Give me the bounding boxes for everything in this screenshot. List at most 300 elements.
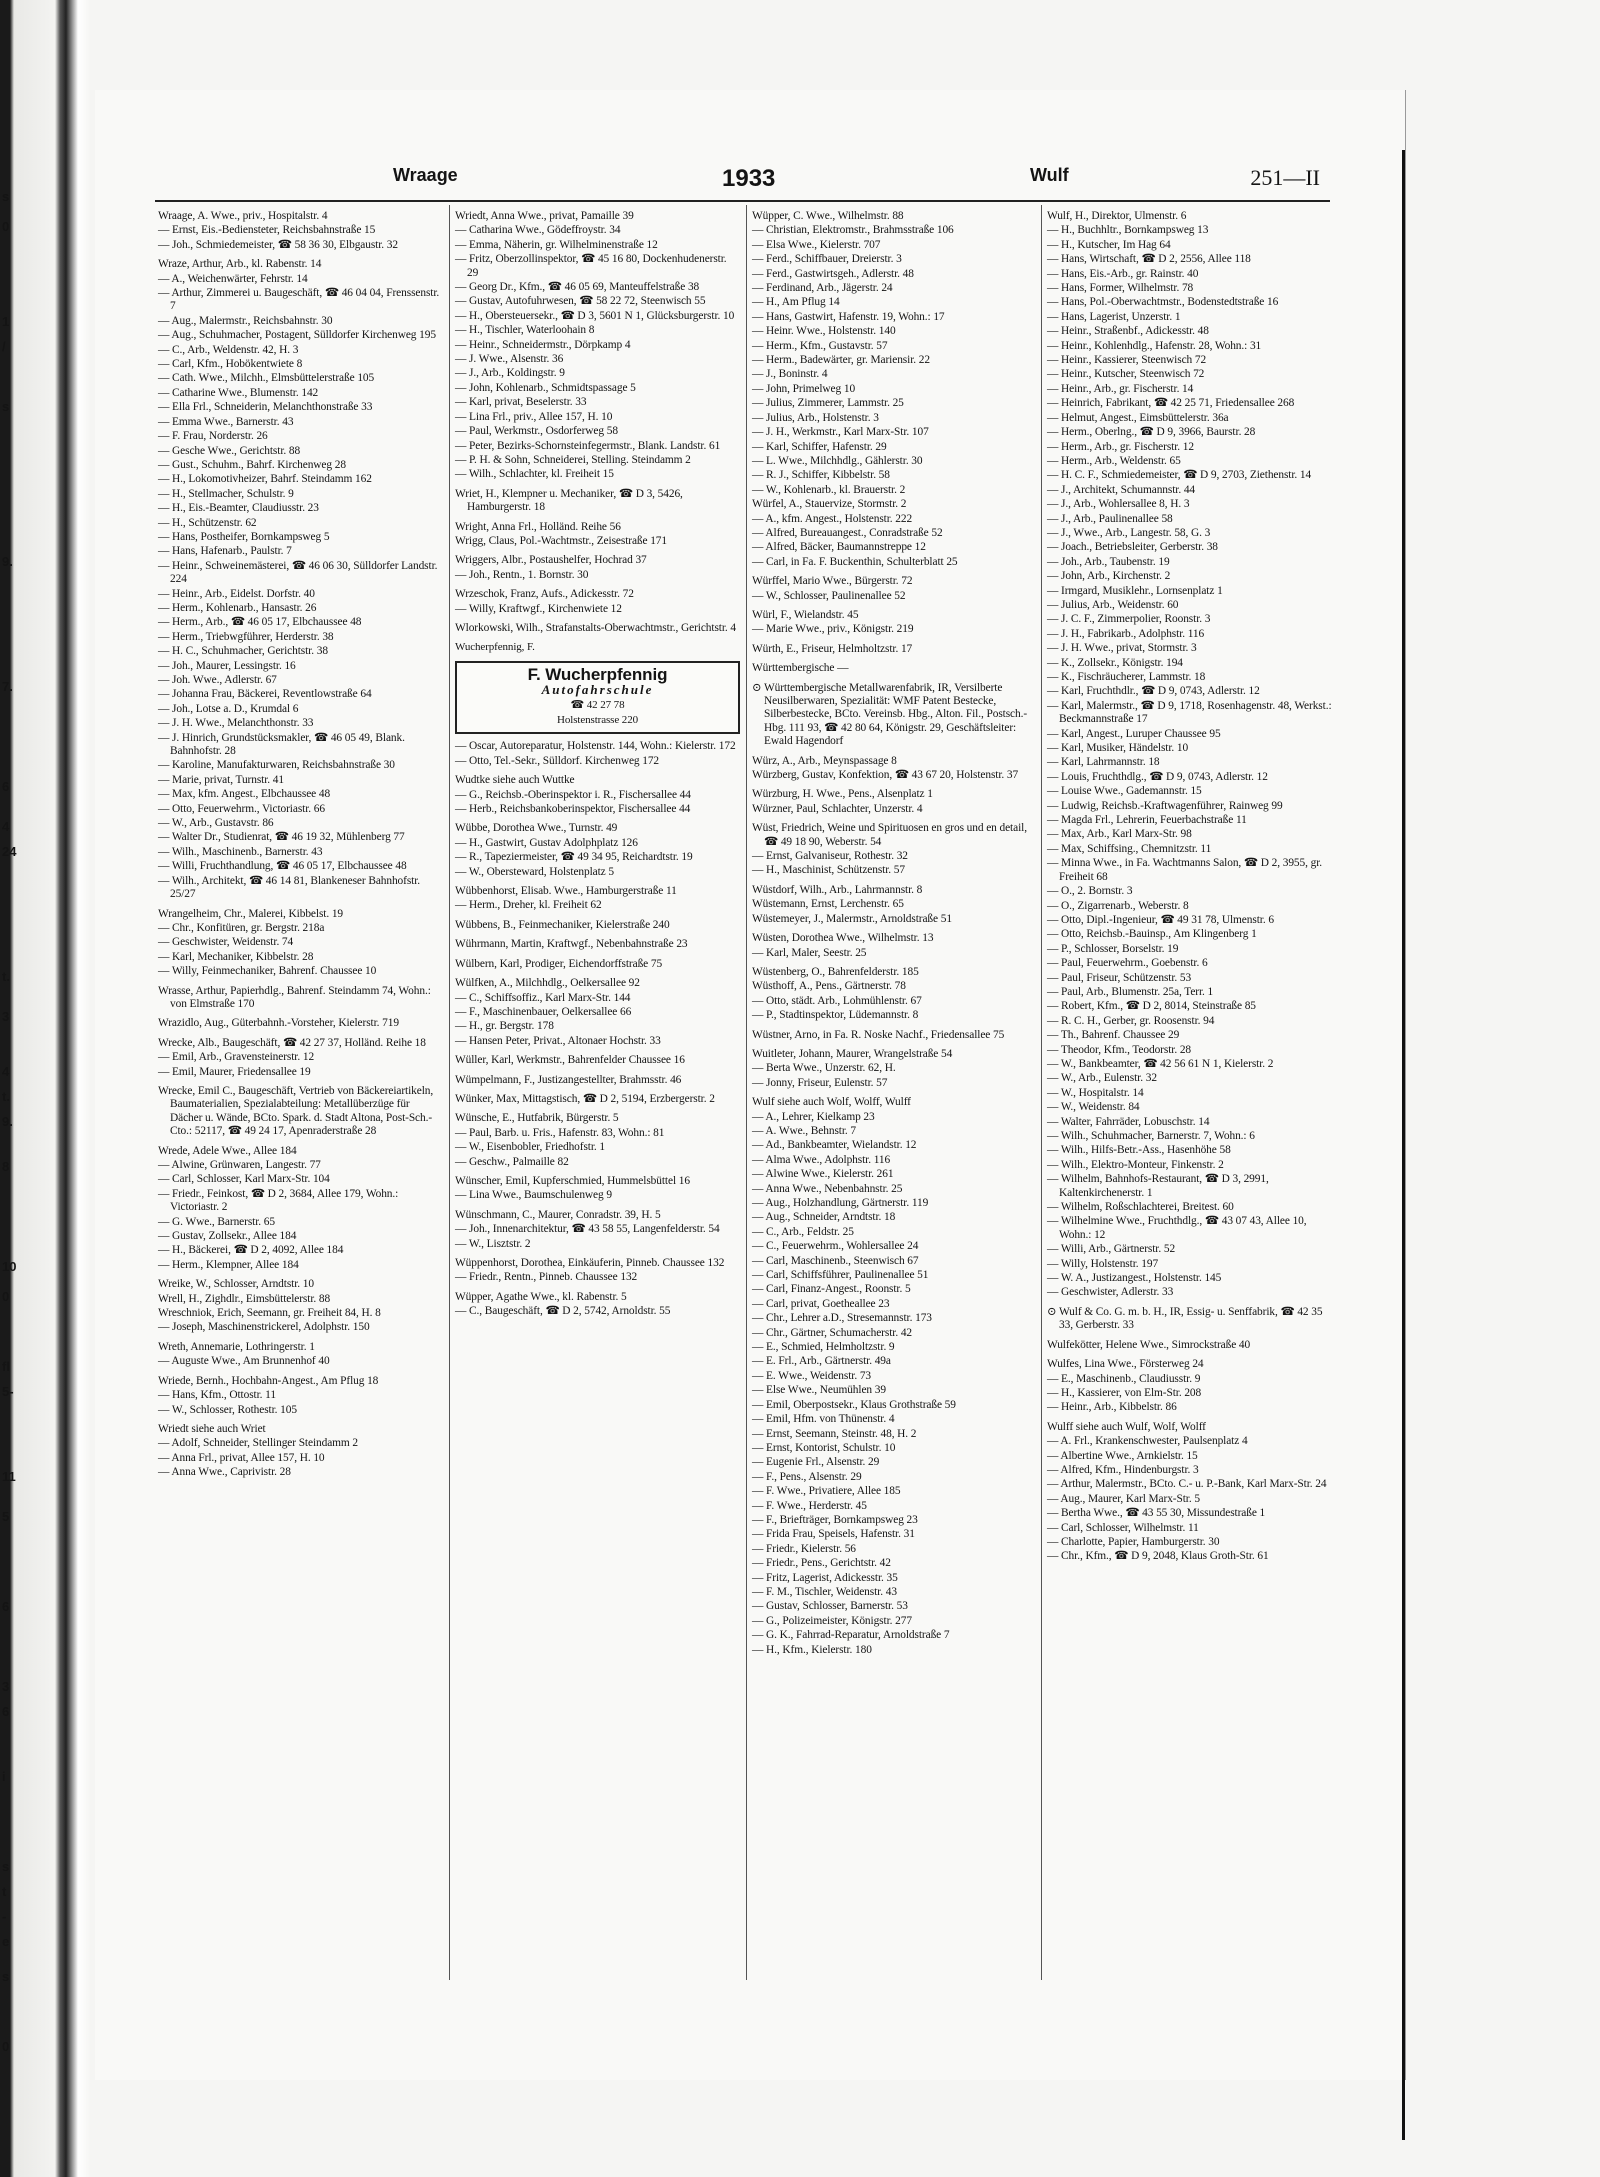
- margin-fragment: 3: [2, 1679, 10, 1694]
- directory-entry: — Chr., Lehrer a.D., Stresemannstr. 173: [752, 1312, 932, 1325]
- directory-entry: — H., Buchhltr., Bornkampsweg 13: [1047, 224, 1209, 237]
- directory-entry: Würl, F., Wielandstr. 45: [752, 608, 859, 621]
- ad-subtitle: Autofahrschule: [541, 682, 654, 698]
- directory-entry: — Heinr., Straßenbf., Adickesstr. 48: [1047, 325, 1209, 338]
- directory-entry: — Th., Bahrenf. Chaussee 29: [1047, 1029, 1180, 1042]
- directory-entry: — Wilh., Hilfs-Betr.-Ass., Hasenhöhe 58: [1047, 1144, 1231, 1157]
- directory-entry: — Herm., Kfm., Gustavstr. 57: [752, 339, 888, 352]
- directory-entry: — Karoline, Manufakturwaren, Reichsbahnstraße 30: [158, 759, 395, 772]
- margin-fragment: 10: [2, 1259, 17, 1274]
- directory-entry: Wriedt, Anna Wwe., privat, Pamaille 39: [455, 210, 634, 222]
- column-1: [158, 210, 443, 1481]
- directory-entry: — Jonny, Friseur, Eulenstr. 57: [752, 1076, 888, 1089]
- directory-entry: — Julius, Arb., Holstenstr. 3: [752, 411, 879, 424]
- directory-entry: — Fritz, Lagerist, Adickesstr. 35: [752, 1571, 898, 1584]
- directory-entry: — Otto, Feuerwehrm., Victoriastr. 66: [158, 802, 325, 815]
- directory-entry: — Aug., Holzhandlung, Gärtnerstr. 119: [752, 1197, 929, 1209]
- directory-entry: — Heinr., Arb., Eidelst. Dorfstr. 40: [158, 587, 315, 600]
- directory-entry: — Herm., Kohlenarb., Hansastr. 26: [158, 601, 317, 614]
- directory-entry: — H., Bäckerei, ☎ D 2, 4092, Allee 184: [158, 1244, 344, 1257]
- directory-entry: Wüstdorf, Wilh., Arb., Lahrmannstr. 8: [752, 883, 923, 896]
- directory-entry: Wudtke siehe auch Wuttke: [455, 774, 575, 787]
- directory-entry: Wreschniok, Erich, Seemann, gr. Freiheit 84, H. 8: [158, 1307, 381, 1320]
- directory-entry: — Gustav, Zollsekr., Allee 184: [158, 1230, 297, 1243]
- directory-entry: — Christian, Elektromstr., Brahmsstraße 106: [752, 224, 954, 237]
- directory-entry: — Emma, Näherin, gr. Wilhelminenstraße 12: [455, 238, 658, 251]
- directory-entry: Würfel, A., Stauervize, Stormstr. 2: [752, 498, 907, 511]
- directory-entry: — Elsa Wwe., Kielerstr. 707: [752, 238, 881, 251]
- directory-entry: — Geschwister, Adlerstr. 33: [1047, 1286, 1174, 1299]
- directory-entry: — Friedr., Kielerstr. 56: [752, 1542, 856, 1555]
- directory-entry: — Carl, Schlosser, Karl Marx-Str. 104: [158, 1173, 330, 1186]
- directory-entry: — Frida Frau, Speisels, Hafenstr. 31: [752, 1528, 915, 1541]
- ad-phone: ☎ 42 27 78: [570, 698, 625, 711]
- directory-entry: — Gustav, Autofuhrwesen, ☎ 58 22 72, Steenwisch 55: [455, 295, 706, 308]
- directory-entry: — Marie Wwe., priv., Königstr. 219: [752, 623, 914, 636]
- directory-entry: — H., Lokomotivheizer, Bahrf. Steindamm 162: [158, 473, 372, 486]
- directory-entry: — Bertha Wwe., ☎ 43 55 30, Missundestraße 1: [1047, 1507, 1266, 1520]
- directory-entry: Wünschmann, C., Maurer, Conradstr. 39, H. 5: [455, 1208, 661, 1221]
- margin-fragment: 9.: [2, 554, 13, 569]
- directory-entry: — Emil, Arb., Gravensteinerstr. 12: [158, 1051, 315, 1064]
- directory-entry: Wrell, H., Zighdlr., Eimsbüttelerstr. 88: [158, 1292, 331, 1305]
- directory-entry: — J., Wwe., Arb., Langestr. 58, G. 3: [1047, 526, 1211, 539]
- directory-entry: — Charlotte, Papier, Hamburgerstr. 30: [1047, 1535, 1220, 1548]
- directory-entry: — H., gr. Bergstr. 178: [455, 1020, 554, 1033]
- directory-entry: — Robert, Kfm., ☎ D 2, 8014, Steinstraße 85: [1047, 1000, 1256, 1013]
- directory-entry: — Arthur, Malermstr., BCto. C.- u. P.-Bank, Karl Marx-Str. 24: [1047, 1478, 1327, 1491]
- directory-entry: — W., Obersteward, Holstenplatz 5: [455, 865, 614, 878]
- directory-entry: — W. A., Justizangest., Holstenstr. 145: [1047, 1272, 1222, 1285]
- directory-entry: — Gesche Wwe., Gerichtstr. 88: [158, 444, 301, 457]
- directory-entry: Wrecke, Alb., Baugeschäft, ☎ 42 27 37, Holländ. Reihe 18: [158, 1036, 426, 1049]
- directory-entry: Wrangelheim, Chr., Malerei, Kibbelst. 19: [158, 907, 344, 920]
- directory-entry: — Karl, Schiffer, Hafenstr. 29: [752, 440, 887, 453]
- directory-entry: — Emil, Hfm. von Thünenstr. 4: [752, 1413, 895, 1426]
- directory-entry: — R. J., Schiffer, Kibbelstr. 58: [752, 469, 890, 482]
- directory-entry: — Alfred, Bäcker, Baumannstreppe 12: [752, 541, 926, 554]
- directory-entry: — Carl, Schiffsführer, Paulinenallee 51: [752, 1269, 929, 1282]
- directory-entry: Wübbe, Dorothea Wwe., Turnstr. 49: [455, 822, 618, 835]
- directory-entry: Wüstner, Arno, in Fa. R. Noske Nachf., Friedensallee 75: [752, 1028, 1005, 1041]
- directory-entry: — C., Feuerwehrm., Wohlersallee 24: [752, 1240, 919, 1253]
- directory-entry: — W., Kohlenarb., kl. Brauerstr. 2: [752, 483, 906, 496]
- directory-entry: — Julius, Arb., Weidenstr. 60: [1047, 598, 1179, 611]
- directory-entry: — John, Arb., Kirchenstr. 2: [1047, 570, 1171, 583]
- margin-fragment: 6: [2, 779, 10, 794]
- directory-entry: — Aug., Malermstr., Reichsbahnstr. 30: [158, 314, 333, 327]
- directory-entry: Württembergische —: [752, 662, 849, 675]
- directory-entry: Wrigg, Claus, Pol.-Wachtmstr., Zeisestraße 171: [455, 534, 667, 547]
- directory-entry: — O., 2. Bornstr. 3: [1047, 885, 1133, 898]
- directory-entry: — Karl, Fruchthdlr., ☎ D 9, 0743, Adlerstr. 12: [1047, 685, 1260, 698]
- directory-entry: — H., Kutscher, Im Hag 64: [1047, 238, 1171, 251]
- directory-entry: — H. C. F., Schmiedemeister, ☎ D 9, 2703, Ziethenstr. 14: [1047, 469, 1312, 482]
- directory-entry: — Max, kfm. Angest., Elbchaussee 48: [158, 788, 331, 801]
- directory-entry: — Alma Wwe., Adolphstr. 116: [752, 1153, 891, 1166]
- directory-entry: — Chr., Gärtner, Schumacherstr. 42: [752, 1326, 913, 1339]
- ad-label: Wucherpfennig, F.: [455, 641, 535, 654]
- directory-entry: — W., Hospitalstr. 14: [1047, 1086, 1144, 1099]
- directory-entry: — Geschw., Palmaille 82: [455, 1155, 569, 1168]
- scan-edge: [1402, 150, 1405, 2140]
- directory-entry: — J. Hinrich, Grundstücksmakler, ☎ 46 05 49, Blank. Bahnhofstr. 28: [158, 731, 405, 758]
- margin-fragment: 0: [2, 2039, 10, 2054]
- directory-entry: — E. Frl., Arb., Gärtnerstr. 49a: [752, 1355, 891, 1368]
- directory-entry: — J. H. Wwe., privat, Stormstr. 3: [1047, 642, 1197, 655]
- directory-entry: — Hans, Eis.-Arb., gr. Rainstr. 40: [1047, 267, 1199, 280]
- directory-entry: — Ella Frl., Schneiderin, Melanchthonstraße 33: [158, 401, 373, 414]
- directory-entry: Wrasse, Arthur, Papierhdlg., Bahrenf. Steindamm 74, Wohn.: von Elmstraße 170: [158, 984, 431, 1010]
- directory-entry: — Max, Schiffsing., Chemnitzstr. 11: [1047, 842, 1212, 855]
- margin-fragment: 5-: [2, 1384, 14, 1399]
- directory-entry: — C., Baugeschäft, ☎ D 2, 5742, Arnoldstr. 55: [455, 1305, 671, 1318]
- column-4: [1047, 210, 1332, 1565]
- margin-fragment: s: [2, 399, 10, 414]
- directory-entry: — Emil, Maurer, Friedensallee 19: [158, 1065, 311, 1078]
- driving-school-advertisement: [455, 661, 740, 735]
- directory-entry: Wünker, Max, Mittagstisch, ☎ D 2, 5194, Erzbergerstr. 2: [455, 1092, 715, 1105]
- directory-entry: — Herm., Triebwgführer, Herderstr. 38: [158, 630, 334, 643]
- directory-entry: Wrede, Adele Wwe., Allee 184: [158, 1144, 297, 1157]
- directory-entry: — Aug., Schneider, Arndtstr. 18: [752, 1211, 896, 1224]
- directory-entry: — Carl, in Fa. F. Buckenthin, Schulterblatt 25: [752, 555, 958, 568]
- directory-entry: — Auguste Wwe., Am Brunnenhof 40: [158, 1355, 330, 1368]
- directory-entry: Wünscher, Emil, Kupferschmied, Hummelsbüttel 16: [455, 1174, 690, 1187]
- directory-entry: — Otto, städt. Arb., Lohmühlenstr. 67: [752, 994, 922, 1007]
- directory-entry: — Peter, Bezirks-Schornsteinfegermstr., Blank. Landstr. 61: [455, 439, 721, 452]
- directory-entry: — Gust., Schuhm., Bahrf. Kirchenweg 28: [158, 458, 346, 471]
- ad-address: Holstenstrasse 220: [557, 714, 638, 726]
- directory-entry: — Geschwister, Weidenstr. 74: [158, 936, 294, 949]
- directory-entry: — F., Pens., Alsenstr. 29: [752, 1470, 862, 1483]
- directory-entry: — Emil, Oberpostsekr., Klaus Grothstraße 59: [752, 1398, 956, 1411]
- directory-entry: Würzner, Paul, Schlachter, Unzerstr. 4: [752, 802, 923, 815]
- running-header: [150, 165, 1320, 195]
- directory-entry: — Irmgard, Musiklehr., Lornsenplatz 1: [1047, 584, 1223, 597]
- directory-entry: — Hans, Lagerist, Unzerstr. 1: [1047, 310, 1181, 323]
- directory-entry: — H., Schützenstr. 62: [158, 516, 257, 529]
- directory-entry: — Carl, privat, Goetheallee 23: [752, 1297, 890, 1310]
- directory-entry: — Paul, Friseur, Schützenstr. 53: [1047, 971, 1192, 984]
- directory-entry: Wrazidlo, Aug., Güterbahnh.-Vorsteher, Kielerstr. 719: [158, 1017, 399, 1030]
- directory-entry: — Willi, Fruchthandlung, ☎ 46 05 17, Elbchaussee 48: [158, 860, 407, 873]
- directory-entry: — Herm., Arb., ☎ 46 05 17, Elbchaussee 48: [158, 616, 362, 629]
- directory-entry: Wraage, A. Wwe., priv., Hospitalstr. 4: [158, 210, 328, 222]
- directory-entry: — W., Bankbeamter, ☎ 42 56 61 N 1, Kielerstr. 2: [1047, 1057, 1274, 1070]
- directory-entry: Wriggers, Albr., Postaushelfer, Hochrad 37: [455, 554, 647, 567]
- directory-entry: Wüsthoff, A., Pens., Gärtnerstr. 78: [752, 980, 906, 993]
- directory-entry: Wulfes, Lina Wwe., Försterweg 24: [1047, 1358, 1204, 1371]
- directory-entry: — Alwine, Grünwaren, Langestr. 77: [158, 1159, 321, 1171]
- directory-entry: — W., Lisztstr. 2: [455, 1237, 531, 1250]
- directory-entry: — Heinr., Kohlenhdlg., Hafenstr. 28, Wohn.: 31: [1047, 339, 1262, 352]
- directory-entry: — Karl, Musiker, Händelstr. 10: [1047, 742, 1189, 755]
- column-divider: [1041, 205, 1042, 1980]
- header-first-entry: Wraage: [393, 165, 458, 185]
- header-rule: [155, 200, 1330, 202]
- margin-fragment: 9.: [2, 1114, 13, 1129]
- directory-entry: — Joh., Lotse a. D., Krumdal 6: [158, 702, 299, 715]
- directory-entry: — Heinrich, Fabrikant, ☎ 42 25 71, Friedensallee 268: [1047, 397, 1295, 410]
- directory-entry: Wübbenhorst, Elisab. Wwe., Hamburgerstraße 11: [455, 885, 677, 898]
- margin-fragment: 0: [2, 1289, 10, 1304]
- directory-entry: — Eugenie Frl., Alsenstr. 29: [752, 1456, 880, 1469]
- directory-entry: — Otto, Dipl.-Ingenieur, ☎ 49 31 78, Ulmenstr. 6: [1047, 913, 1274, 926]
- directory-entry: — Willy, Kraftwgf., Kirchenwiete 12: [455, 602, 622, 615]
- directory-entry: — Ludwig, Reichsb.-Kraftwagenführer, Rainweg 99: [1047, 799, 1283, 812]
- directory-entry: — W., Schlosser, Paulinenallee 52: [752, 589, 906, 602]
- directory-entry: — Ferd., Gastwirtsgeh., Adlerstr. 48: [752, 267, 914, 280]
- directory-entry: — G. K., Fahrrad-Reparatur, Arnoldstraße 7: [752, 1629, 950, 1642]
- directory-entry: — H., Obersteuersekr., ☎ D 3, 5601 N 1, Glücksburgerstr. 10: [455, 309, 735, 322]
- directory-entry: — J., Arb., Wohlersallee 8, H. 3: [1047, 498, 1190, 511]
- margin-fragment: t.: [2, 969, 10, 984]
- directory-entry: Wührmann, Martin, Kraftwgf., Nebenbahnstraße 23: [455, 938, 688, 951]
- directory-entry: — Ernst, Eis.-Bediensteter, Reichsbahnstraße 15: [158, 224, 376, 237]
- directory-entry: — H., Stellmacher, Schulstr. 9: [158, 487, 294, 500]
- directory-entry: — F., Briefträger, Bornkampsweg 23: [752, 1513, 918, 1526]
- directory-entry: — Johanna Frau, Bäckerei, Reventlowstraße 64: [158, 688, 372, 701]
- directory-entry: — Carl, Maschinenb., Steenwisch 67: [752, 1254, 919, 1267]
- margin-fragment: 4: [2, 1064, 10, 1079]
- directory-entry: — A. Frl., Krankenschwester, Paulsenplatz 4: [1047, 1435, 1248, 1448]
- directory-entry: Wrzeschok, Franz, Aufs., Adickesstr. 72: [455, 588, 634, 601]
- directory-entry: Wüst, Friedrich, Weine und Spirituosen en gros und en detail, ☎ 49 18 90, Weberstr. 54: [752, 822, 1027, 848]
- page-number: 251—II: [1250, 165, 1320, 190]
- directory-entry: — Oscar, Autoreparatur, Holstenstr. 144, Wohn.: Kielerstr. 172: [455, 740, 736, 753]
- directory-entry: — Joh., Innenarchitektur, ☎ 43 58 55, Langenfelderstr. 54: [455, 1223, 720, 1236]
- directory-entry: — H., Tischler, Waterloohain 8: [455, 324, 595, 337]
- directory-entry: — J., Boninstr. 4: [752, 368, 828, 381]
- directory-entry: Würffel, Mario Wwe., Bürgerstr. 72: [752, 575, 913, 588]
- directory-entry: — Otto, Tel.-Sekr., Sülldorf. Kirchenweg 172: [455, 754, 660, 767]
- directory-entry: — A., Lehrer, Kielkamp 23: [752, 1110, 875, 1123]
- directory-entry: ⊙ Wulf & Co. G. m. b. H., IR, Essig- u. Senffabrik, ☎ 42 35 33, Gerberstr. 33: [1047, 1305, 1323, 1332]
- margin-fragment: 24: [2, 844, 17, 859]
- directory-entry: Wüstemann, Ernst, Lerchenstr. 65: [752, 898, 904, 911]
- directory-entry: — Heinr., Kassierer, Steenwisch 72: [1047, 354, 1207, 367]
- directory-entry: — J. H., Werkmstr., Karl Marx-Str. 107: [752, 426, 929, 439]
- directory-entry: — H. C., Schuhmacher, Gerichtstr. 38: [158, 645, 328, 658]
- directory-entry: — Willy, Feinmechaniker, Bahrenf. Chaussee 10: [158, 965, 377, 978]
- directory-entry: — Georg Dr., Kfm., ☎ 46 05 69, Manteuffelstraße 38: [455, 281, 700, 294]
- directory-entry: — Fritz, Oberzollinspektor, ☎ 45 16 80, Dockenhudenerstr. 29: [455, 253, 727, 279]
- directory-entry: — Hans, Former, Wilhelmstr. 78: [1047, 282, 1194, 295]
- directory-entry: — C., Schiffsoffiz., Karl Marx-Str. 144: [455, 991, 631, 1004]
- directory-entry: — Friedr., Rentn., Pinneb. Chaussee 132: [455, 1271, 638, 1284]
- directory-entry: Wulfekötter, Helene Wwe., Simrockstraße 40: [1047, 1338, 1251, 1351]
- directory-entry: — Wilh., Schlachter, kl. Freiheit 15: [455, 468, 614, 481]
- directory-entry: — Ad., Bankbeamter, Wielandstr. 12: [752, 1139, 917, 1152]
- directory-entry: Wüller, Karl, Werkmstr., Bahrenfelder Chaussee 16: [455, 1054, 685, 1067]
- directory-entry: — Hans, Postheifer, Bornkampsweg 5: [158, 530, 330, 543]
- directory-entry: — Chr., Kfm., ☎ D 9, 2048, Klaus Groth-Str. 61: [1047, 1550, 1269, 1563]
- directory-entry: — G., Polizeimeister, Königstr. 277: [752, 1614, 912, 1627]
- directory-entry: — Theodor, Kfm., Teodorstr. 28: [1047, 1043, 1192, 1056]
- directory-entry: Wümpelmann, F., Justizangestellter, Brahmsstr. 46: [455, 1073, 682, 1086]
- directory-entry: — Cath. Wwe., Milchh., Elmsbüttelerstraße 105: [158, 372, 375, 385]
- directory-entry: — John, Kohlenarb., Schmidtspassage 5: [455, 381, 636, 394]
- directory-entry: — Herm., Badewärter, gr. Mariensir. 22: [752, 354, 930, 367]
- directory-entry: — Herm., Klempner, Allee 184: [158, 1258, 299, 1271]
- directory-entry: — W., Arb., Gustavstr. 86: [158, 817, 274, 830]
- directory-entry: — Wilhelm, Roßschlachterei, Breitest. 60: [1047, 1201, 1234, 1214]
- directory-entry: — O., Zigarrenarb., Weberstr. 8: [1047, 899, 1189, 912]
- directory-entry: — Walter, Fahrräder, Lobuschstr. 14: [1047, 1115, 1210, 1128]
- directory-entry: — Herm., Oberlng., ☎ D 9, 3966, Baurstr. 28: [1047, 426, 1256, 439]
- directory-entry: — J., Arb., Koldingstr. 9: [455, 367, 565, 380]
- directory-entry: — J. H. Wwe., Melanchthonstr. 33: [158, 717, 314, 730]
- directory-entry: Wüppenhorst, Dorothea, Einkäuferin, Pinneb. Chaussee 132: [455, 1257, 725, 1269]
- column-2: [455, 210, 740, 1320]
- directory-entry: — Karl, Lahrmannstr. 18: [1047, 756, 1160, 769]
- directory-entry: — Wilhelm, Bahnhofs-Restaurant, ☎ D 3, 2991, Kaltenkirchenerstr. 1: [1047, 1173, 1269, 1199]
- directory-entry: — Joach., Betriebsleiter, Gerberstr. 38: [1047, 541, 1218, 554]
- binding-shadow: [0, 0, 90, 2177]
- directory-entry: — W., Weidenstr. 84: [1047, 1101, 1140, 1114]
- directory-entry: Wüpper, C. Wwe., Wilhelmstr. 88: [752, 210, 904, 222]
- directory-entry: — C., Arb., Feldstr. 25: [752, 1225, 854, 1238]
- directory-entry: — Hans, Wirtschaft, ☎ D 2, 2556, Allee 118: [1047, 253, 1251, 266]
- directory-entry: — Alfred, Kfm., Hindenburgstr. 3: [1047, 1463, 1199, 1476]
- directory-entry: — H., Kfm., Kielerstr. 180: [752, 1643, 872, 1656]
- directory-entry: — H., Maschinist, Schützenstr. 57: [752, 864, 905, 877]
- directory-entry: — Heinr., Schneidermstr., Dörpkamp 4: [455, 338, 631, 351]
- directory-entry: — Louise Wwe., Gademannstr. 15: [1047, 785, 1202, 798]
- directory-entry: Wübbens, B., Feinmechaniker, Kielerstraße 240: [455, 918, 670, 931]
- directory-entry: — Friedr., Pens., Gerichtstr. 42: [752, 1557, 891, 1570]
- directory-entry: Wrecke, Emil C., Baugeschäft, Vertrieb von Bäckereiartikeln, Baumaterialien, Spezialabteilung: Metallüberzüge für Dächer u. Wände, BCto. Spark. d. Stadt Altona, Post-Sch.-Cto.: 52117, ☎ 49 24 17, Apenraderstraße 28: [158, 1084, 434, 1138]
- directory-entry: — Emma Wwe., Barnerstr. 43: [158, 415, 294, 428]
- directory-entry: — Joh., Arb., Taubenstr. 19: [1047, 555, 1170, 568]
- directory-entry: — P., Stadtinspektor, Lüdemannstr. 8: [752, 1009, 919, 1022]
- directory-entry: — Paul, Barb. u. Fris., Hafenstr. 83, Wohn.: 81: [455, 1126, 665, 1139]
- directory-entry: Wriet, H., Klempner u. Mechaniker, ☎ D 3, 5426, Hamburgerstr. 18: [455, 487, 683, 514]
- column-divider: [746, 205, 747, 1980]
- directory-entry: — Helmut, Angest., Eimsbüttelerstr. 36a: [1047, 411, 1229, 424]
- directory-entry: — Heinr., Arb., Kibbelstr. 86: [1047, 1401, 1177, 1414]
- directory-entry: — Alfred, Bureauangest., Conradstraße 52: [752, 526, 943, 539]
- directory-entry: — Heinr. Wwe., Holstenstr. 140: [752, 325, 896, 338]
- directory-entry: — A., kfm. Angest., Holstenstr. 222: [752, 512, 913, 525]
- directory-entry: — Joh., Rentn., 1. Bornstr. 30: [455, 568, 589, 581]
- directory-entry: — Joseph, Maschinenstrickerel, Adolphstr. 150: [158, 1321, 370, 1334]
- margin-fragment: -: [2, 1909, 7, 1924]
- margin-fragment: 3: [2, 1009, 10, 1024]
- directory-entry: — Hansen Peter, Privat., Altonaer Hochstr. 33: [455, 1034, 661, 1047]
- directory-entry: Wulff siehe auch Wulf, Wolf, Wolff: [1047, 1420, 1206, 1433]
- directory-entry: — Hans, Hafenarb., Paulstr. 7: [158, 545, 292, 558]
- directory-entry: — Lina Wwe., Baumschulenweg 9: [455, 1189, 612, 1202]
- margin-fragment: e: [2, 1934, 10, 1949]
- directory-entry: — H., Am Pflug 14: [752, 296, 840, 309]
- directory-entry: — K., Fischräucherer, Lammstr. 18: [1047, 671, 1206, 683]
- directory-entry: Wreth, Annemarie, Lothringerstr. 1: [158, 1340, 315, 1353]
- header-last-entry: Wulf: [1030, 165, 1069, 185]
- directory-entry: — F. M., Tischler, Weidenstr. 43: [752, 1585, 897, 1598]
- directory-entry: — Carl, Kfm., Hobökentwiete 8: [158, 358, 303, 371]
- directory-entry: — C., Arb., Weldenstr. 42, H. 3: [158, 343, 299, 356]
- margin-fragment: 11: [2, 1469, 16, 1484]
- directory-entry: — Ernst, Galvaniseur, Rothestr. 32: [752, 850, 908, 863]
- directory-entry: — Herm., Arb., gr. Fischerstr. 12: [1047, 440, 1194, 453]
- directory-entry: Wlorkowski, Wilh., Strafanstalts-Oberwachtmstr., Gerichtstr. 4: [455, 621, 737, 634]
- directory-entry: Wülfken, A., Milchhdlg., Oelkersallee 92: [455, 977, 640, 990]
- directory-entry: Wünsche, E., Hutfabrik, Bürgerstr. 5: [455, 1112, 619, 1125]
- directory-entry: — F. Frau, Norderstr. 26: [158, 430, 268, 443]
- directory-entry: — Herm., Dreher, kl. Freiheit 62: [455, 899, 602, 912]
- ad-name: F. Wucherpfennig: [527, 664, 668, 684]
- directory-entry: — Ferd., Schiffbauer, Dreierstr. 3: [752, 253, 902, 266]
- directory-entry: — Paul, Feuerwehrm., Goebenstr. 6: [1047, 957, 1208, 970]
- directory-entry: — W., Schlosser, Rothestr. 105: [158, 1403, 297, 1416]
- directory-entry: — A., Weichenwärter, Fehrstr. 14: [158, 272, 308, 285]
- directory-entry: — Wilh., Architekt, ☎ 46 14 81, Blankeneser Bahnhofstr. 25/27: [158, 874, 421, 901]
- directory-entry: — Friedr., Feinkost, ☎ D 2, 3684, Allee 179, Wohn.: Victoriastr. 2: [158, 1187, 399, 1214]
- margin-fragment: s: [2, 189, 10, 204]
- margin-fragment: 0: [2, 219, 10, 234]
- directory-entry: — Hans, Kfm., Ottostr. 11: [158, 1389, 276, 1402]
- margin-fragment: s: [2, 1859, 10, 1874]
- directory-entry: — Joh. Wwe., Adlerstr. 67: [158, 674, 277, 686]
- margin-fragment: i: [2, 1769, 6, 1784]
- directory-entry: — F., Maschinenbauer, Oelkersallee 66: [455, 1005, 632, 1018]
- directory-entry: Wüstemeyer, J., Malermstr., Arnoldstraße 51: [752, 912, 952, 925]
- margin-fragment: 7.: [2, 679, 13, 694]
- directory-entry: — H., Eis.-Beamter, Claudiusstr. 23: [158, 502, 319, 515]
- directory-entry: — H., Gastwirt, Gustav Adolphplatz 126: [455, 836, 638, 849]
- directory-entry: — Karl, Mechaniker, Kibbelstr. 28: [158, 950, 314, 963]
- margin-fragment: 1: [2, 314, 10, 329]
- directory-entry: — Ferdinand, Arb., Jägerstr. 24: [752, 282, 893, 295]
- directory-entry: — Herb., Reichsbankoberinspektor, Fischersallee 44: [455, 803, 691, 816]
- margin-fragment: 8: [2, 1159, 10, 1174]
- directory-entry: — Heinr., Arb., gr. Fischerstr. 14: [1047, 382, 1194, 395]
- directory-entry: — J., Architekt, Schumannstr. 44: [1047, 483, 1196, 496]
- directory-entry: — Wilhelmine Wwe., Fruchthdlg., ☎ 43 07 43, Allee 10, Wohn.: 12: [1047, 1215, 1307, 1241]
- margin-fragment: s: [2, 1969, 10, 1984]
- directory-entry: — Anna Wwe., Caprivistr. 28: [158, 1466, 291, 1479]
- directory-entry: — Minna Wwe., in Fa. Wachtmanns Salon, ☎ D 2, 3955, gr. Freiheit 68: [1047, 857, 1323, 883]
- directory-entry: — J. C. F., Zimmerpolier, Roonstr. 3: [1047, 613, 1211, 626]
- margin-fragment: 6: [2, 1704, 10, 1719]
- margin-fragment: 5: [2, 1509, 10, 1524]
- directory-entry: Wright, Anna Frl., Holländ. Reihe 56: [455, 520, 621, 533]
- margin-fragment: 6: [2, 1599, 10, 1614]
- directory-entry: — Berta Wwe., Unzerstr. 62, H.: [752, 1062, 896, 1075]
- directory-entry: — H., Kassierer, von Elm-Str. 208: [1047, 1386, 1202, 1399]
- directory-entry: — Joh., Schmiedemeister, ☎ 58 36 30, Elbgaustr. 32: [158, 238, 398, 251]
- directory-entry: — Karl, privat, Beselerstr. 33: [455, 396, 587, 409]
- directory-entry: — Wilh., Maschinenb., Barnerstr. 43: [158, 845, 323, 858]
- directory-entry: — Karl, Malermstr., ☎ D 9, 1718, Rosenhagenstr. 48, Werkst.: Beckmannstraße 17: [1047, 699, 1332, 726]
- directory-entry: — Joh., Maurer, Lessingstr. 16: [158, 659, 296, 672]
- directory-entry: Wulf siehe auch Wolf, Wolff, Wulff: [752, 1096, 911, 1109]
- directory-entry: Würzberg, Gustav, Konfektion, ☎ 43 67 20, Holstenstr. 37: [752, 769, 1019, 782]
- directory-entry: — G., Reichsb.-Oberinspektor i. R., Fischersallee 44: [455, 788, 691, 801]
- directory-entry: — L. Wwe., Milchhdlg., Gählerstr. 30: [752, 454, 923, 467]
- directory-entry: — Anna Frl., privat, Allee 157, H. 10: [158, 1451, 325, 1464]
- directory-entry: — Karl, Maler, Seestr. 25: [752, 946, 867, 959]
- directory-entry: — Max, Arb., Karl Marx-Str. 98: [1047, 828, 1192, 841]
- directory-entry: Wulf, H., Direktor, Ulmenstr. 6: [1047, 210, 1187, 222]
- directory-entry: — E. Wwe., Weidenstr. 73: [752, 1369, 872, 1382]
- column-divider: [449, 205, 450, 1980]
- directory-entry: — Ernst, Kontorist, Schulstr. 10: [752, 1441, 896, 1454]
- directory-entry: — Heinr., Schweinemästerei, ☎ 46 06 30, Sülldorfer Landstr. 224: [158, 559, 438, 586]
- directory-entry: — Chr., Konfitüren, gr. Bergstr. 218a: [158, 921, 325, 934]
